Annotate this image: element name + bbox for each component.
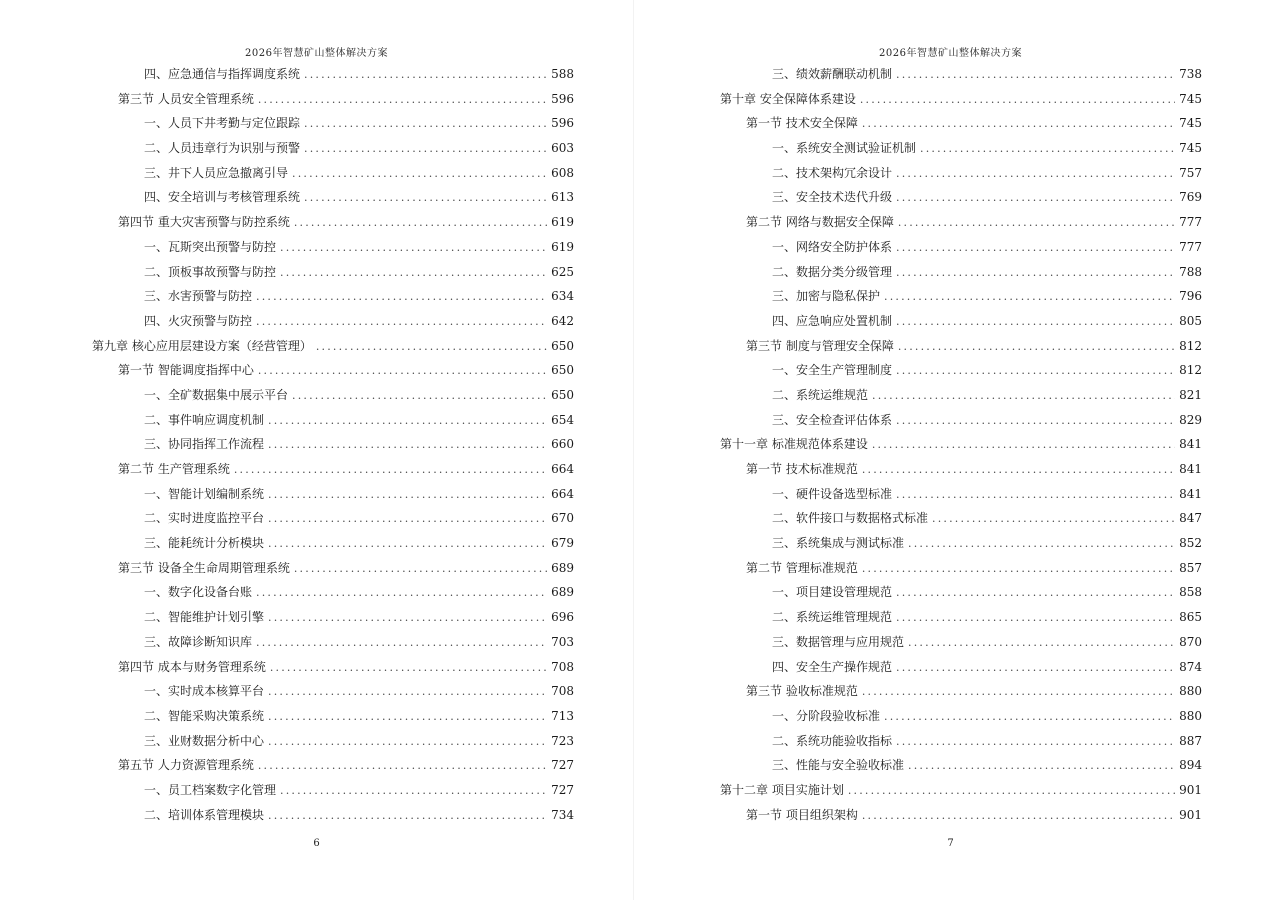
toc-dot-leader (896, 581, 1175, 606)
toc-dot-leader (862, 557, 1175, 582)
toc-entry-page: 603 (551, 141, 574, 156)
page-left (0, 0, 633, 900)
running-header: 2026年智慧矿山整体解决方案 (879, 48, 1022, 59)
toc-dot-leader (304, 63, 547, 88)
toc-entry[interactable] (92, 605, 574, 630)
toc-entry-title: 第一节 项目组织架构 (746, 807, 858, 822)
toc-entry[interactable] (92, 655, 574, 680)
toc-entry-page: 745 (1179, 141, 1202, 156)
toc-entry-page: 738 (1179, 67, 1202, 81)
toc-dot-leader (860, 88, 1175, 113)
toc-entry-title: 一、人员下井考勤与定位跟踪 (144, 116, 301, 131)
toc-dot-leader (896, 236, 1175, 261)
toc-entry-page: 703 (551, 634, 574, 649)
toc-entry[interactable] (92, 334, 574, 359)
toc-entry-title: 二、系统功能验收指标 (772, 733, 893, 748)
toc-entry[interactable] (92, 778, 574, 803)
toc-entry[interactable] (720, 334, 1202, 359)
toc-entry-title: 第一节 技术标准规范 (746, 462, 858, 476)
toc-entry-title: 三、绩效薪酬联动机制 (772, 67, 893, 81)
toc-dot-leader (932, 507, 1175, 532)
toc-entry[interactable] (720, 630, 1202, 655)
toc-entry-page: 841 (1179, 462, 1202, 476)
toc-entry-title: 第三节 制度与管理安全保障 (746, 338, 894, 353)
toc-dot-leader (292, 162, 547, 187)
toc-entry-title: 一、安全生产管理制度 (772, 363, 893, 378)
toc-entry[interactable] (92, 630, 574, 655)
toc-entry[interactable] (92, 210, 574, 235)
toc-dot-leader (280, 779, 547, 804)
toc-dot-leader (908, 631, 1175, 656)
toc-entry[interactable] (720, 482, 1202, 507)
toc-entry-page: 619 (551, 239, 574, 254)
toc-entry-title: 四、应急通信与指挥调度系统 (144, 67, 301, 81)
toc-entry-page: 745 (1179, 91, 1202, 106)
toc-entry-title: 一、网络安全防护体系 (772, 239, 893, 254)
toc-entry[interactable] (92, 136, 574, 161)
toc-entry[interactable] (92, 87, 574, 112)
toc-entry[interactable] (92, 704, 574, 729)
toc-entry-title: 三、水害预警与防控 (144, 289, 253, 304)
toc-entry-title: 三、加密与隐私保护 (772, 289, 881, 304)
toc-entry-page: 660 (551, 437, 574, 452)
toc-dot-leader (268, 409, 547, 434)
toc-entry-page: 613 (551, 190, 574, 205)
toc-entry-page: 847 (1179, 511, 1202, 526)
toc-entry[interactable] (720, 62, 1202, 87)
toc-entry-title: 二、系统运维管理规范 (772, 610, 893, 625)
toc-entry-page: 596 (551, 91, 574, 106)
toc-entry-page: 894 (1179, 758, 1202, 773)
toc-entry-page: 727 (551, 782, 574, 797)
toc-entry-title: 第一节 技术安全保障 (746, 116, 858, 131)
toc-entry-title: 第三节 设备全生命周期管理系统 (118, 560, 290, 575)
toc-entry[interactable] (720, 506, 1202, 531)
toc-entry-page: 852 (1179, 536, 1202, 551)
toc-entry[interactable] (720, 136, 1202, 161)
toc-dot-leader (268, 606, 547, 631)
toc-dot-leader (898, 211, 1175, 236)
toc-dot-leader (234, 458, 547, 483)
toc-dot-leader (270, 656, 547, 681)
toc-dot-leader (896, 186, 1175, 211)
toc-dot-leader (268, 433, 547, 458)
toc-dot-leader (862, 804, 1175, 829)
toc-dot-leader (268, 730, 547, 755)
toc-entry-page: 841 (1179, 437, 1202, 452)
toc-dot-leader (896, 409, 1175, 434)
toc-dot-leader (258, 359, 547, 384)
toc-dot-leader (292, 384, 547, 409)
toc-entry-title: 一、智能计划编制系统 (144, 486, 265, 501)
toc-entry[interactable] (92, 679, 574, 704)
toc-dot-leader (256, 581, 547, 606)
toc-entry-page: 734 (551, 807, 574, 822)
toc-entry-title: 二、事件响应调度机制 (144, 412, 265, 427)
toc-entry[interactable] (92, 753, 574, 778)
toc-entry[interactable] (92, 556, 574, 581)
toc-entry-page: 796 (1179, 289, 1202, 304)
toc-entry[interactable] (92, 309, 574, 334)
toc-dot-leader (862, 112, 1175, 137)
toc-dot-leader (896, 63, 1175, 88)
toc-entry-page: 880 (1179, 708, 1202, 723)
toc-entry[interactable] (92, 408, 574, 433)
toc-dot-leader (896, 606, 1175, 631)
toc-entry-page: 777 (1179, 215, 1202, 230)
toc-dot-leader (304, 112, 547, 137)
toc-entry[interactable] (720, 531, 1202, 556)
toc-entry-page: 777 (1179, 239, 1202, 254)
toc-entry-page: 880 (1179, 684, 1202, 699)
toc-entry-title: 第九章 核心应用层建设方案（经营管理） (92, 338, 312, 353)
toc-dot-leader (280, 236, 547, 261)
toc-dot-leader (920, 137, 1175, 162)
toc-entry-page: 788 (1179, 264, 1202, 279)
toc-entry[interactable] (720, 111, 1202, 136)
running-header: 2026年智慧矿山整体解决方案 (245, 48, 388, 59)
toc-entry-title: 第一节 智能调度指挥中心 (118, 363, 254, 378)
toc-entry[interactable] (92, 803, 574, 828)
toc-entry-title: 一、全矿数据集中展示平台 (144, 387, 289, 402)
toc-entry-title: 一、分阶段验收标准 (772, 708, 881, 723)
toc-dot-leader (280, 261, 547, 286)
toc-entry-title: 三、系统集成与测试标准 (772, 536, 905, 551)
toc-entry-page: 689 (551, 560, 574, 575)
toc-entry-title: 一、员工档案数字化管理 (144, 782, 277, 797)
toc-entry[interactable] (720, 87, 1202, 112)
toc-entry-title: 一、系统安全测试验证机制 (772, 141, 917, 156)
toc-entry[interactable] (92, 161, 574, 186)
toc-entry-title: 一、项目建设管理规范 (772, 585, 893, 600)
toc-entry[interactable] (720, 235, 1202, 260)
toc-entry[interactable] (720, 655, 1202, 680)
toc-list (720, 62, 1202, 827)
toc-entry-title: 二、智能采购决策系统 (144, 708, 265, 723)
toc-dot-leader (908, 754, 1175, 779)
toc-dot-leader (316, 335, 547, 360)
toc-list (92, 62, 574, 827)
toc-entry-page: 821 (1179, 387, 1202, 402)
toc-entry-title: 第十章 安全保障体系建设 (720, 91, 856, 106)
toc-entry-page: 650 (551, 387, 574, 402)
toc-entry-title: 第二节 管理标准规范 (746, 560, 858, 575)
toc-entry-title: 一、硬件设备选型标准 (772, 486, 893, 501)
toc-entry[interactable] (720, 260, 1202, 285)
toc-dot-leader (304, 186, 547, 211)
toc-entry-page: 812 (1179, 338, 1202, 353)
toc-entry[interactable] (92, 62, 574, 87)
toc-entry-title: 三、安全检查评估体系 (772, 412, 893, 427)
toc-entry[interactable] (720, 556, 1202, 581)
toc-entry-title: 二、系统运维规范 (772, 387, 869, 402)
toc-entry-page: 664 (551, 462, 574, 476)
toc-entry[interactable] (92, 235, 574, 260)
toc-entry-page: 608 (551, 165, 574, 180)
toc-entry-page: 870 (1179, 634, 1202, 649)
toc-entry[interactable] (92, 580, 574, 605)
toc-entry[interactable] (92, 260, 574, 285)
toc-entry-page: 670 (551, 511, 574, 526)
toc-entry-title: 第十一章 标准规范体系建设 (720, 437, 868, 452)
toc-dot-leader (258, 754, 547, 779)
toc-dot-leader (294, 557, 547, 582)
toc-entry[interactable] (720, 358, 1202, 383)
toc-entry-title: 一、实时成本核算平台 (144, 684, 265, 699)
toc-entry[interactable] (92, 111, 574, 136)
toc-dot-leader (884, 285, 1175, 310)
toc-entry[interactable] (92, 358, 574, 383)
toc-entry[interactable] (720, 729, 1202, 754)
toc-entry-title: 第五节 人力资源管理系统 (118, 758, 254, 773)
toc-dot-leader (896, 162, 1175, 187)
toc-entry-page: 642 (551, 313, 574, 328)
toc-entry-page: 664 (551, 486, 574, 501)
toc-entry-page: 745 (1179, 116, 1202, 131)
toc-entry[interactable] (92, 457, 574, 482)
toc-entry-page: 625 (551, 264, 574, 279)
toc-dot-leader (268, 483, 547, 508)
toc-entry-page: 805 (1179, 313, 1202, 328)
toc-entry[interactable] (720, 408, 1202, 433)
toc-dot-leader (896, 310, 1175, 335)
toc-entry-title: 四、应急响应处置机制 (772, 313, 893, 328)
page-number: 6 (313, 838, 320, 849)
toc-entry-page: 619 (551, 215, 574, 230)
toc-entry-title: 三、能耗统计分析模块 (144, 536, 265, 551)
toc-dot-leader (848, 779, 1175, 804)
toc-dot-leader (256, 310, 547, 335)
toc-dot-leader (268, 705, 547, 730)
toc-entry-title: 第二节 生产管理系统 (118, 462, 230, 476)
toc-entry-title: 一、数字化设备台账 (144, 585, 253, 600)
toc-entry-title: 四、火灾预警与防控 (144, 313, 253, 328)
toc-entry-page: 689 (551, 585, 574, 600)
toc-entry-page: 874 (1179, 659, 1202, 674)
toc-entry-page: 588 (551, 67, 574, 81)
toc-entry-page: 858 (1179, 585, 1202, 600)
toc-dot-leader (896, 359, 1175, 384)
toc-dot-leader (294, 211, 547, 236)
toc-entry[interactable] (720, 679, 1202, 704)
toc-entry-title: 三、性能与安全验收标准 (772, 758, 905, 773)
toc-dot-leader (304, 137, 547, 162)
toc-dot-leader (268, 804, 547, 829)
toc-entry-page: 769 (1179, 190, 1202, 205)
toc-dot-leader (268, 507, 547, 532)
toc-entry-title: 三、井下人员应急撤离引导 (144, 165, 289, 180)
toc-dot-leader (898, 335, 1175, 360)
toc-entry-title: 第四节 重大灾害预警与防控系统 (118, 215, 290, 230)
toc-entry[interactable] (92, 284, 574, 309)
toc-entry-page: 757 (1179, 165, 1202, 180)
toc-entry-title: 第二节 网络与数据安全保障 (746, 215, 894, 230)
toc-entry[interactable] (92, 531, 574, 556)
toc-dot-leader (908, 532, 1175, 557)
toc-entry-title: 第十二章 项目实施计划 (720, 782, 844, 797)
toc-entry[interactable] (720, 605, 1202, 630)
toc-entry-page: 812 (1179, 363, 1202, 378)
toc-entry[interactable] (720, 185, 1202, 210)
toc-entry-title: 第四节 成本与财务管理系统 (118, 659, 266, 674)
toc-entry-page: 901 (1179, 782, 1202, 797)
toc-entry-page: 634 (551, 289, 574, 304)
toc-entry[interactable] (720, 803, 1202, 828)
toc-entry[interactable] (720, 753, 1202, 778)
toc-dot-leader (872, 384, 1175, 409)
toc-entry-page: 596 (551, 116, 574, 131)
toc-entry-title: 二、技术架构冗余设计 (772, 165, 893, 180)
toc-entry-page: 887 (1179, 733, 1202, 748)
toc-entry[interactable] (720, 580, 1202, 605)
toc-dot-leader (862, 680, 1175, 705)
toc-entry-page: 727 (551, 758, 574, 773)
toc-entry[interactable] (92, 432, 574, 457)
toc-entry[interactable] (720, 210, 1202, 235)
toc-entry-page: 901 (1179, 807, 1202, 822)
toc-entry-page: 829 (1179, 412, 1202, 427)
toc-entry-title: 二、数据分类分级管理 (772, 264, 893, 279)
toc-entry-page: 654 (551, 412, 574, 427)
toc-entry-title: 第三节 验收标准规范 (746, 684, 858, 699)
toc-entry-title: 第三节 人员安全管理系统 (118, 91, 254, 106)
toc-dot-leader (896, 656, 1175, 681)
toc-entry-title: 三、数据管理与应用规范 (772, 634, 905, 649)
toc-dot-leader (862, 458, 1175, 483)
toc-dot-leader (896, 730, 1175, 755)
toc-entry[interactable] (92, 729, 574, 754)
toc-dot-leader (256, 631, 547, 656)
toc-dot-leader (268, 680, 547, 705)
toc-entry-title: 二、培训体系管理模块 (144, 807, 265, 822)
toc-entry-page: 865 (1179, 610, 1202, 625)
toc-entry[interactable] (720, 432, 1202, 457)
toc-entry-page: 679 (551, 536, 574, 551)
toc-entry[interactable] (720, 457, 1202, 482)
toc-entry-title: 二、智能维护计划引擎 (144, 610, 265, 625)
toc-dot-leader (258, 88, 547, 113)
toc-entry[interactable] (720, 704, 1202, 729)
toc-entry-title: 一、瓦斯突出预警与防控 (144, 239, 277, 254)
toc-entry-page: 708 (551, 684, 574, 699)
toc-entry-title: 三、安全技术迭代升级 (772, 190, 893, 205)
toc-dot-leader (256, 285, 547, 310)
page-number: 7 (947, 838, 954, 849)
toc-dot-leader (896, 261, 1175, 286)
toc-entry[interactable] (92, 482, 574, 507)
toc-entry-page: 650 (551, 338, 574, 353)
toc-entry[interactable] (720, 161, 1202, 186)
toc-entry-title: 四、安全生产操作规范 (772, 659, 893, 674)
toc-entry-title: 四、安全培训与考核管理系统 (144, 190, 301, 205)
toc-entry-page: 857 (1179, 560, 1202, 575)
toc-entry[interactable] (92, 185, 574, 210)
toc-dot-leader (872, 433, 1175, 458)
toc-entry[interactable] (720, 309, 1202, 334)
toc-dot-leader (268, 532, 547, 557)
toc-entry-page: 650 (551, 363, 574, 378)
toc-dot-leader (896, 483, 1175, 508)
toc-entry-title: 二、人员违章行为识别与预警 (144, 141, 301, 156)
toc-entry[interactable] (720, 284, 1202, 309)
toc-entry-page: 713 (551, 708, 574, 723)
page-right (634, 0, 1267, 900)
toc-entry-page: 696 (551, 610, 574, 625)
toc-entry[interactable] (92, 383, 574, 408)
toc-entry-page: 708 (551, 659, 574, 674)
toc-entry-title: 二、顶板事故预警与防控 (144, 264, 277, 279)
toc-entry-title: 二、软件接口与数据格式标准 (772, 511, 929, 526)
toc-entry[interactable] (720, 383, 1202, 408)
toc-entry-title: 三、故障诊断知识库 (144, 634, 253, 649)
toc-entry[interactable] (92, 506, 574, 531)
toc-entry-title: 二、实时进度监控平台 (144, 511, 265, 526)
toc-entry-page: 841 (1179, 486, 1202, 501)
toc-dot-leader (884, 705, 1175, 730)
toc-entry-title: 三、业财数据分析中心 (144, 733, 265, 748)
toc-entry[interactable] (720, 778, 1202, 803)
toc-entry-page: 723 (551, 733, 574, 748)
toc-entry-title: 三、协同指挥工作流程 (144, 437, 265, 452)
